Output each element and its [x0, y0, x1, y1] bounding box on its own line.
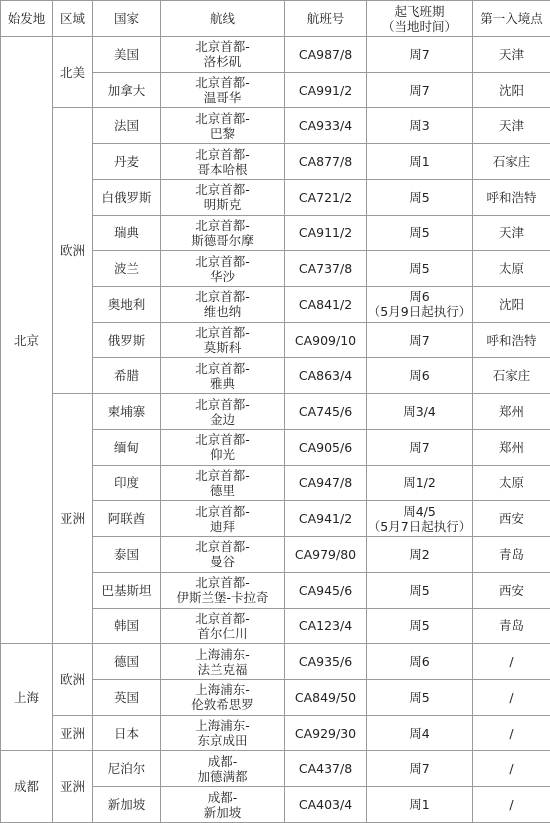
entry-point-cell: 西安	[473, 572, 550, 608]
header-route: 航线	[161, 1, 285, 37]
route-cell	[161, 537, 285, 573]
route-cell	[161, 572, 285, 608]
schedule-line1: 周5	[409, 261, 430, 277]
country-cell: 俄罗斯	[93, 322, 161, 358]
country-cell: 丹麦	[93, 144, 161, 180]
route-line1: 上海浦东-	[195, 682, 250, 698]
country-cell: 柬埔寨	[93, 394, 161, 430]
header-schedule-line2: （当地时间）	[381, 18, 457, 34]
route-line2: 维也纳	[203, 304, 242, 320]
route-line1: 北京首都-	[195, 110, 250, 126]
entry-point-cell: /	[473, 715, 550, 751]
country-cell: 加拿大	[93, 72, 161, 108]
origin-cell: 上海	[1, 644, 53, 751]
entry-point-cell: 石家庄	[473, 144, 550, 180]
route-line1: 北京首都-	[195, 360, 250, 376]
country-cell: 尼泊尔	[93, 751, 161, 787]
flight-number-cell: CA933/4	[285, 108, 367, 144]
country-cell: 英国	[93, 679, 161, 715]
header-region: 区域	[53, 1, 93, 37]
country-cell: 日本	[93, 715, 161, 751]
schedule-cell	[367, 215, 473, 251]
entry-point-cell: 沈阳	[473, 72, 550, 108]
table-row	[1, 715, 550, 751]
entry-point-cell: 天津	[473, 37, 550, 73]
route-cell	[161, 608, 285, 644]
route-cell	[161, 358, 285, 394]
country-cell: 波兰	[93, 251, 161, 287]
country-cell: 白俄罗斯	[93, 179, 161, 215]
flight-number-cell: CA737/8	[285, 251, 367, 287]
schedule-line1: 周5	[409, 582, 430, 598]
route-cell	[161, 37, 285, 73]
schedule-cell	[367, 608, 473, 644]
schedule-line1: 周6	[409, 654, 430, 670]
route-line1: 成都-	[207, 753, 238, 769]
schedule-line1: 周5	[409, 225, 430, 241]
route-line2: 华沙	[209, 268, 235, 284]
flight-number-cell: CA877/8	[285, 144, 367, 180]
flight-number-cell: CA945/6	[285, 572, 367, 608]
route-cell	[161, 751, 285, 787]
route-line2: 伦敦希思罗	[191, 697, 254, 713]
schedule-line1: 周4/5	[403, 503, 436, 519]
entry-point-cell: 太原	[473, 251, 550, 287]
country-cell: 德国	[93, 644, 161, 680]
flight-number-cell: CA403/4	[285, 787, 367, 823]
schedule-cell	[367, 287, 473, 323]
route-cell	[161, 72, 285, 108]
schedule-note: （5月9日起执行）	[367, 304, 472, 320]
origin-cell: 北京	[1, 37, 53, 644]
header-entry: 第一入境点	[473, 1, 550, 37]
entry-point-cell: /	[473, 787, 550, 823]
schedule-cell	[367, 179, 473, 215]
country-cell: 美国	[93, 37, 161, 73]
header-origin: 始发地	[1, 1, 53, 37]
flight-number-cell: CA909/10	[285, 322, 367, 358]
flight-number-cell: CA979/80	[285, 537, 367, 573]
flight-number-cell: CA947/8	[285, 465, 367, 501]
route-line1: 北京首都-	[195, 289, 250, 305]
header-country: 国家	[93, 1, 161, 37]
schedule-line1: 周7	[409, 46, 430, 62]
route-line1: 上海浦东-	[195, 718, 250, 734]
entry-point-cell: 西安	[473, 501, 550, 537]
entry-point-cell: 呼和浩特	[473, 179, 550, 215]
route-line2: 哥本哈根	[197, 161, 248, 177]
schedule-line1: 周5	[409, 689, 430, 705]
table-row	[1, 751, 550, 787]
route-line2: 新加坡	[203, 804, 242, 820]
route-cell	[161, 715, 285, 751]
schedule-line1: 周5	[409, 618, 430, 634]
entry-point-cell: 青岛	[473, 537, 550, 573]
route-line1: 北京首都-	[195, 503, 250, 519]
schedule-line1: 周7	[409, 439, 430, 455]
route-cell	[161, 644, 285, 680]
country-cell: 韩国	[93, 608, 161, 644]
route-line2: 仰光	[209, 447, 235, 463]
schedule-line1: 周6	[409, 368, 430, 384]
country-cell: 阿联酋	[93, 501, 161, 537]
flight-number-cell: CA929/30	[285, 715, 367, 751]
schedule-cell	[367, 144, 473, 180]
route-line2: 加德满都	[197, 768, 248, 784]
flight-number-cell: CA905/6	[285, 429, 367, 465]
schedule-note: （5月7日起执行）	[367, 518, 472, 534]
schedule-cell	[367, 715, 473, 751]
flight-number-cell: CA911/2	[285, 215, 367, 251]
country-cell: 新加坡	[93, 787, 161, 823]
route-line1: 北京首都-	[195, 539, 250, 555]
schedule-cell	[367, 644, 473, 680]
country-cell: 法国	[93, 108, 161, 144]
route-line1: 上海浦东-	[195, 646, 250, 662]
flight-number-cell: CA935/6	[285, 644, 367, 680]
route-cell	[161, 787, 285, 823]
schedule-line1: 周5	[409, 189, 430, 205]
entry-point-cell: 太原	[473, 465, 550, 501]
route-cell	[161, 215, 285, 251]
header-flight: 航班号	[285, 1, 367, 37]
route-cell	[161, 394, 285, 430]
route-line2: 德里	[209, 482, 235, 498]
route-cell	[161, 429, 285, 465]
route-line1: 北京首都-	[195, 39, 250, 55]
schedule-line1: 周1	[409, 797, 430, 813]
entry-point-cell: 呼和浩特	[473, 322, 550, 358]
route-line1: 北京首都-	[195, 146, 250, 162]
route-line1: 北京首都-	[195, 396, 250, 412]
region-cell: 亚洲	[53, 715, 93, 751]
schedule-cell	[367, 679, 473, 715]
schedule-cell	[367, 787, 473, 823]
flight-number-cell: CA123/4	[285, 608, 367, 644]
region-cell: 北美	[53, 37, 93, 108]
schedule-cell	[367, 572, 473, 608]
schedule-cell	[367, 358, 473, 394]
schedule-cell	[367, 322, 473, 358]
table-row	[1, 37, 550, 73]
schedule-line1: 周7	[409, 82, 430, 98]
route-cell	[161, 679, 285, 715]
entry-point-cell: 石家庄	[473, 358, 550, 394]
schedule-cell	[367, 394, 473, 430]
schedule-line1: 周3	[409, 118, 430, 134]
route-line1: 北京首都-	[195, 75, 250, 91]
route-line1: 北京首都-	[195, 325, 250, 341]
flight-number-cell: CA721/2	[285, 179, 367, 215]
route-line2: 洛杉矶	[203, 54, 242, 70]
schedule-cell	[367, 537, 473, 573]
entry-point-cell: 郑州	[473, 394, 550, 430]
route-line2: 雅典	[209, 375, 235, 391]
route-cell	[161, 465, 285, 501]
schedule-line1: 周3/4	[403, 404, 436, 420]
country-cell: 缅甸	[93, 429, 161, 465]
flight-number-cell: CA849/50	[285, 679, 367, 715]
route-line1: 北京首都-	[195, 610, 250, 626]
country-cell: 泰国	[93, 537, 161, 573]
entry-point-cell: /	[473, 644, 550, 680]
route-cell	[161, 322, 285, 358]
entry-point-cell: /	[473, 679, 550, 715]
route-line2: 金边	[209, 411, 235, 427]
flight-number-cell: CA941/2	[285, 501, 367, 537]
entry-point-cell: 天津	[473, 215, 550, 251]
route-line2: 明斯克	[203, 197, 242, 213]
flight-number-cell: CA991/2	[285, 72, 367, 108]
country-cell: 希腊	[93, 358, 161, 394]
schedule-line1: 周7	[409, 332, 430, 348]
schedule-line1: 周7	[409, 761, 430, 777]
route-cell	[161, 108, 285, 144]
header-schedule-line1: 起飞班期	[394, 3, 445, 19]
flight-number-cell: CA863/4	[285, 358, 367, 394]
schedule-cell	[367, 465, 473, 501]
schedule-cell	[367, 37, 473, 73]
schedule-line1: 周1/2	[403, 475, 436, 491]
route-cell	[161, 287, 285, 323]
table-row	[1, 394, 550, 430]
schedule-line1: 周6	[409, 289, 430, 305]
schedule-cell	[367, 501, 473, 537]
country-cell: 巴基斯坦	[93, 572, 161, 608]
route-line2: 斯德哥尔摩	[191, 232, 254, 248]
flight-number-cell: CA841/2	[285, 287, 367, 323]
schedule-cell	[367, 251, 473, 287]
schedule-cell	[367, 72, 473, 108]
route-line1: 北京首都-	[195, 467, 250, 483]
flight-number-cell: CA987/8	[285, 37, 367, 73]
table-row	[1, 108, 550, 144]
origin-cell: 成都	[1, 751, 53, 823]
entry-point-cell: 沈阳	[473, 287, 550, 323]
route-line1: 北京首都-	[195, 253, 250, 269]
route-cell	[161, 251, 285, 287]
route-line1: 北京首都-	[195, 182, 250, 198]
route-line1: 北京首都-	[195, 217, 250, 233]
schedule-line1: 周2	[409, 546, 430, 562]
route-line2: 法兰克福	[197, 661, 248, 677]
schedule-line1: 周4	[409, 725, 430, 741]
table-body	[1, 37, 550, 823]
route-line1: 北京首都-	[195, 575, 250, 591]
flight-number-cell: CA745/6	[285, 394, 367, 430]
entry-point-cell: 天津	[473, 108, 550, 144]
route-line2: 莫斯科	[203, 340, 242, 356]
region-cell: 亚洲	[53, 394, 93, 644]
route-cell	[161, 179, 285, 215]
country-cell: 奥地利	[93, 287, 161, 323]
table-row	[1, 644, 550, 680]
route-line2: 首尔仁川	[197, 625, 248, 641]
header-schedule	[367, 1, 473, 37]
header-row	[1, 1, 550, 37]
country-cell: 瑞典	[93, 215, 161, 251]
flight-number-cell: CA437/8	[285, 751, 367, 787]
schedule-cell	[367, 429, 473, 465]
route-line2: 迪拜	[209, 518, 235, 534]
country-cell: 印度	[93, 465, 161, 501]
route-line2: 伊斯兰堡-卡拉奇	[176, 590, 269, 606]
route-cell	[161, 144, 285, 180]
entry-point-cell: 郑州	[473, 429, 550, 465]
route-line2: 东京成田	[197, 733, 248, 749]
route-line1: 成都-	[207, 789, 238, 805]
route-line2: 温哥华	[203, 90, 242, 106]
route-line1: 北京首都-	[195, 432, 250, 448]
region-cell: 亚洲	[53, 751, 93, 823]
schedule-cell	[367, 751, 473, 787]
entry-point-cell: /	[473, 751, 550, 787]
schedule-cell	[367, 108, 473, 144]
route-line2: 巴黎	[209, 125, 235, 141]
schedule-line1: 周1	[409, 154, 430, 170]
route-cell	[161, 501, 285, 537]
route-line2: 曼谷	[209, 554, 235, 570]
entry-point-cell: 青岛	[473, 608, 550, 644]
region-cell: 欧洲	[53, 108, 93, 394]
region-cell: 欧洲	[53, 644, 93, 715]
